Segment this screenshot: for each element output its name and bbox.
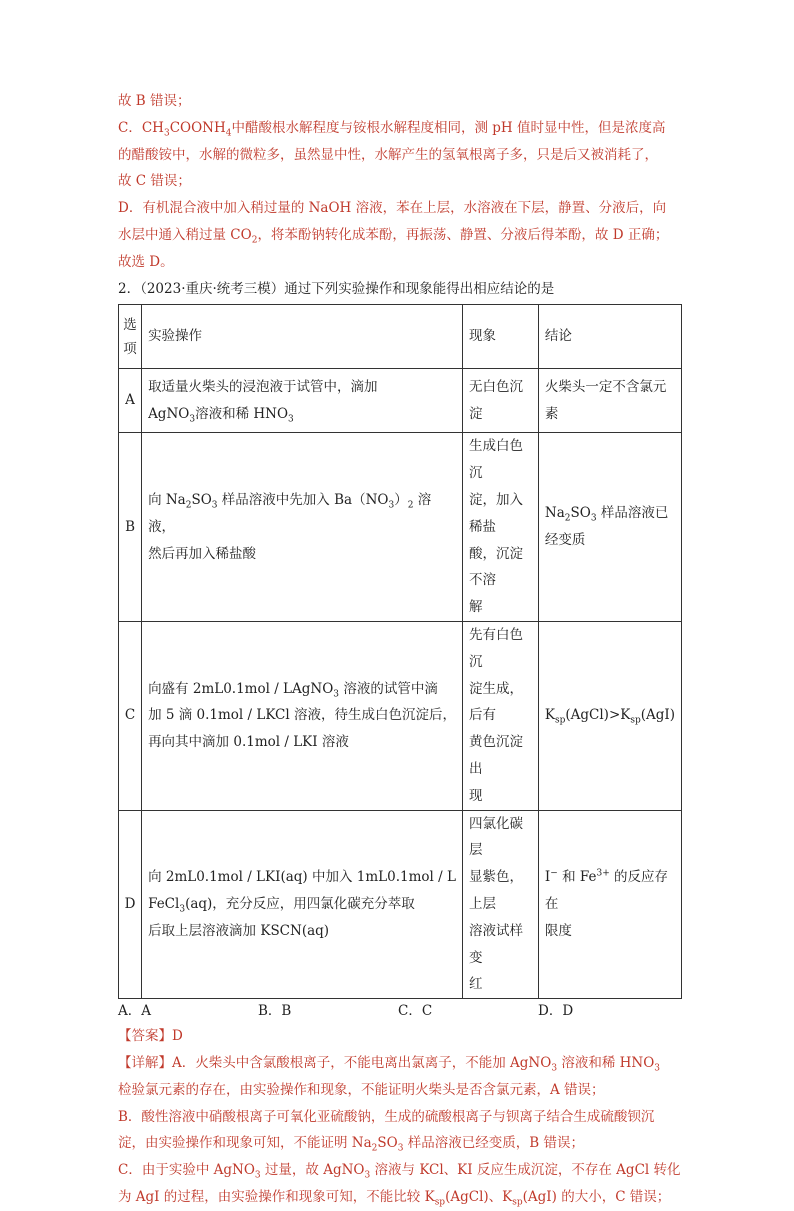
row-phenomenon: 生成白色沉 淀，加入稀盐 酸，沉淀不溶 解 bbox=[463, 433, 539, 622]
row-operation: 取适量火柴头的浸泡液于试管中，滴加 AgNO$_3$溶液和稀 $HNO_3$ bbox=[142, 369, 463, 433]
row-label: C bbox=[119, 621, 142, 810]
header-operation: 实验操作 bbox=[142, 305, 463, 369]
solution-line: 故 B 错误； bbox=[118, 93, 191, 109]
solution-line: 水层中通入稍过量 $CO_2$，将苯酚钠转化成苯酚，再振荡、静置、分液后得苯酚，故 D 正确； bbox=[118, 226, 669, 246]
header-conclusion: 结论 bbox=[538, 305, 681, 369]
experiment-table bbox=[118, 304, 682, 999]
page bbox=[118, 88, 684, 1211]
detail-line: B．酸性溶液中硝酸根离子可氧化亚硫酸钠，生成的硫酸根离子与钡离子结合生成硫酸钡沉 bbox=[118, 1108, 655, 1125]
solution-line: 故选 D。 bbox=[118, 253, 174, 270]
option-c: C．C bbox=[398, 1003, 433, 1020]
header-phenomenon: 现象 bbox=[463, 305, 539, 369]
answer-label: 【答案】 bbox=[118, 1028, 172, 1045]
row-operation: 向 $Na_2SO_3$ 样品溶液中先加入 $Ba(NO_3)_2$ 溶液， 然后再加入稀盐酸 bbox=[142, 433, 463, 622]
solution-line: C．$CH_3COONH_4$中醋酸根水解程度与铵根水解程度相同，测 pH 值时显中性，但是浓度高 bbox=[118, 119, 666, 139]
row-label: B bbox=[119, 433, 142, 622]
option-d: D．D bbox=[538, 1003, 574, 1020]
row-phenomenon: 四氯化碳层 显紫色，上层 溶液试样变 红 bbox=[463, 810, 539, 999]
detail-line: 淀，由实验操作和现象可知，不能证明 $Na_2SO_3$ 样品溶液已经变质，B 错误； bbox=[118, 1135, 584, 1154]
row-operation: 向盛有 2mL0.1mol / LAgNO$_3$ 溶液的试管中滴 加 5 滴 0.1mol / LKCl 溶液，待生成白色沉淀后， 再向其中滴加 0.1mol / LKI 溶液 bbox=[142, 621, 463, 810]
table-header-row bbox=[119, 305, 682, 369]
row-phenomenon: 无白色沉淀 bbox=[463, 369, 539, 433]
row-label: A bbox=[119, 369, 142, 433]
detail-line: 检验氯元素的存在，由实验操作和现象，不能证明火柴头是否含氯元素，A 错误； bbox=[118, 1081, 605, 1098]
detail-line: C．由于实验中 AgNO$_3$ 过量，故 AgNO$_3$ 溶液与 KCl、KI 反应生成沉淀，不存在 AgCl 转化 bbox=[118, 1162, 681, 1181]
table-row bbox=[119, 621, 682, 810]
detail-line: 为 AgI 的过程，由实验操作和现象可知，不能比较 $K_{sp}(AgCl)$、$K_{sp}(AgI)$ 的大小，C 错误； bbox=[118, 1188, 671, 1208]
solution-line: 故 C 错误； bbox=[118, 173, 191, 190]
table-row bbox=[119, 810, 682, 999]
option-a: A．A bbox=[118, 1003, 151, 1020]
row-conclusion: $Na_2SO_3$ 样品溶液已 经变质 bbox=[538, 433, 681, 622]
header-option: 选项 bbox=[119, 305, 142, 369]
question-stem: 2．（2023·重庆·统考三模）通过下列实验操作和现象能得出相应结论的是 bbox=[118, 280, 555, 297]
option-b: B．B bbox=[258, 1003, 292, 1020]
row-conclusion: 火柴头一定不含氯元 素 bbox=[538, 369, 681, 433]
row-operation: 向 2mL0.1mol / LKI(aq) 中加入 1mL0.1mol / L FeCl$_3$(aq)，充分反应，用四氯化碳充分萃取 后取上层溶液滴加 KSCN(aq) bbox=[142, 810, 463, 999]
answer-value: D bbox=[172, 1028, 183, 1045]
solution-line: D．有机混合液中加入稍过量的 NaOH 溶液，苯在上层，水溶液在下层，静置、分液后，向 bbox=[118, 200, 667, 217]
row-label: D bbox=[119, 810, 142, 999]
table-row bbox=[119, 433, 682, 622]
table-row bbox=[119, 369, 682, 433]
answer-line bbox=[118, 1023, 684, 1050]
row-phenomenon: 先有白色沉 淀生成，后有 黄色沉淀出 现 bbox=[463, 621, 539, 810]
answer-options bbox=[118, 999, 684, 1023]
row-conclusion: I− 和 $Fe^{3+}$ 的反应存在 限度 bbox=[538, 810, 681, 999]
detail-label: 【详解】 bbox=[118, 1054, 172, 1071]
solution-line: 的醋酸铵中，水解的微粒多，虽然显中性，水解产生的氢氧根离子多，只是后又被消耗了， bbox=[118, 146, 658, 163]
detail-line: 【详解】A．火柴头中含氯酸根离子，不能电离出氯离子，不能加 AgNO$_3$ 溶液和稀 $HNO_3$ bbox=[118, 1054, 661, 1074]
row-conclusion: $K_{sp}(AgCl)>K_{sp}(AgI)$ bbox=[538, 621, 681, 810]
